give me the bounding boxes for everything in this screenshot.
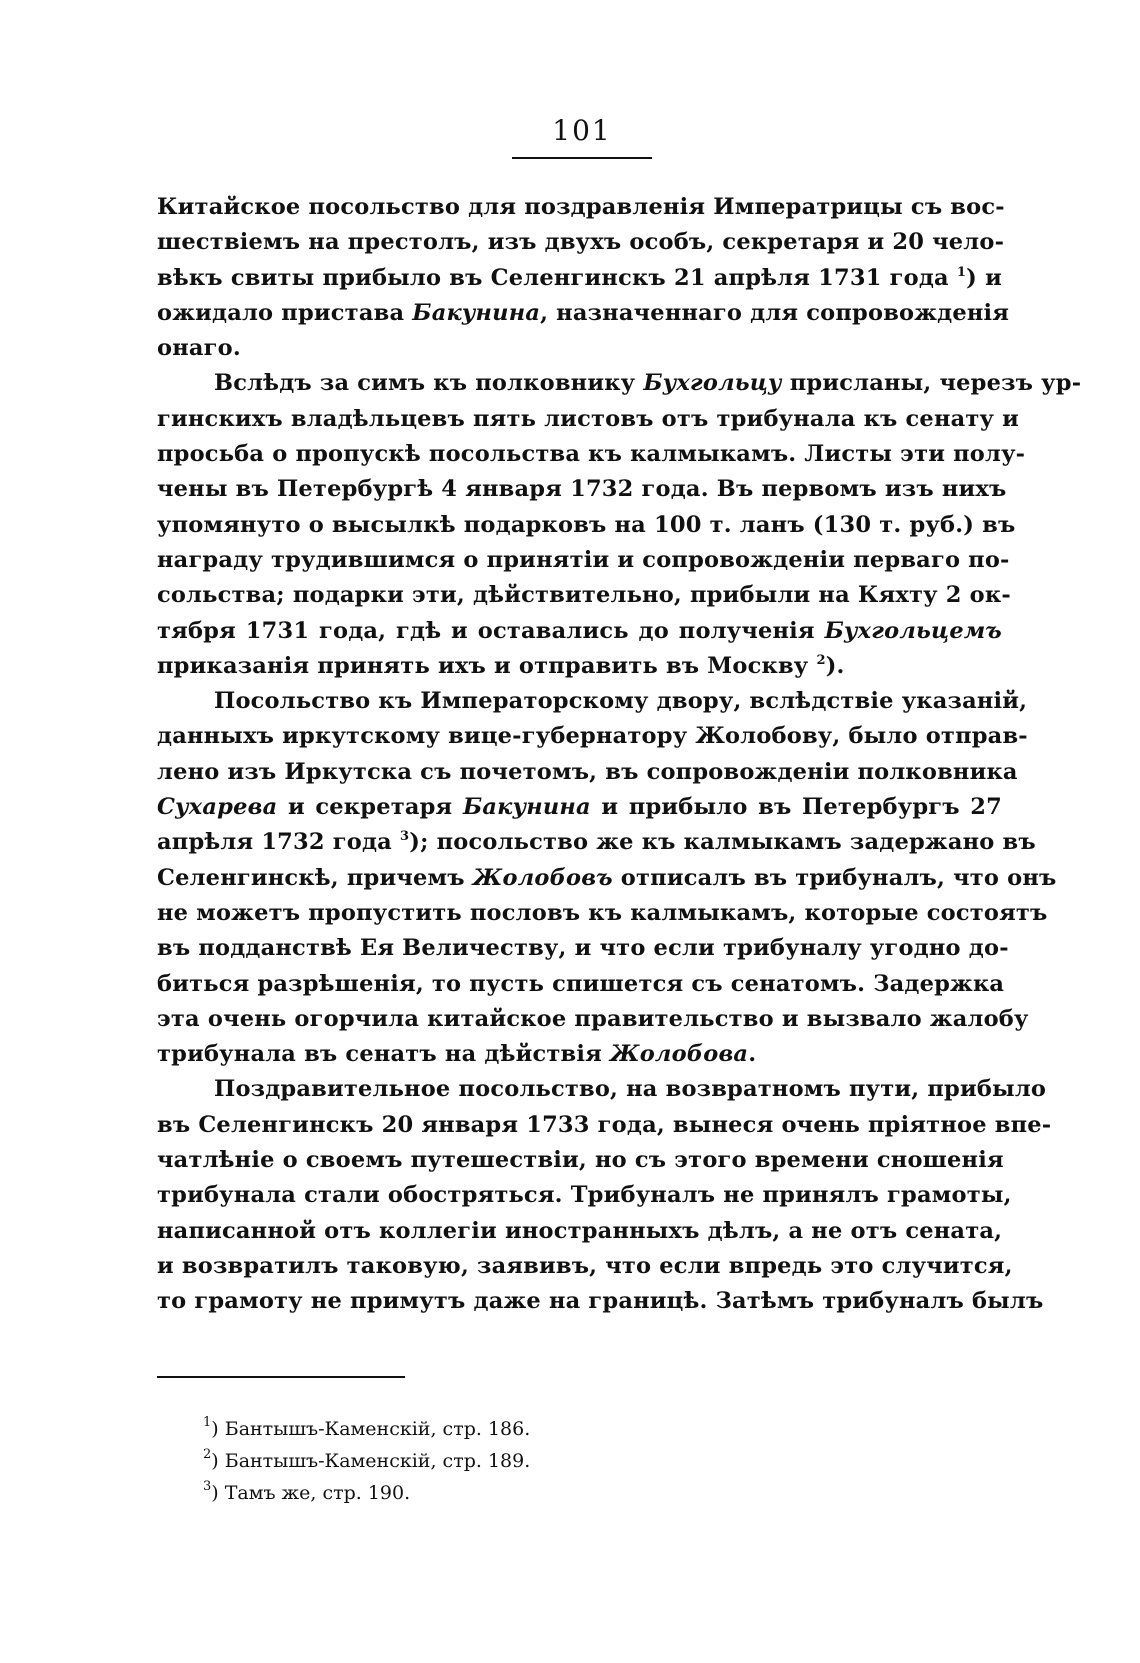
text-line bbox=[157, 1249, 1013, 1284]
paragraph bbox=[157, 684, 1057, 1072]
footnote-text: ) Тамъ же, стр. 190. bbox=[211, 1482, 411, 1504]
text-segment: Китайское посольство для поздравленія Императрицы съ вос- bbox=[157, 194, 1005, 220]
paragraph bbox=[157, 366, 1082, 684]
text-segment: и прибыло въ Петербургъ 27 bbox=[590, 794, 1002, 821]
text-segment: шествіемъ на престолъ, изъ двухъ особъ, секретаря и 20 чело- bbox=[157, 229, 1005, 256]
text-segment: тября 1731 года, гдѣ и оставались до полученія bbox=[157, 617, 825, 644]
text-line bbox=[157, 896, 1048, 931]
text-line bbox=[157, 755, 1018, 790]
text-segment: Поздравительное посольство, на возвратномъ пути, прибыло bbox=[214, 1076, 1047, 1103]
text-segment: биться разрѣшенія, то пусть спишется съ сенатомъ. Задержка bbox=[157, 970, 1005, 997]
text-segment: эта очень огорчила китайское правительство и вызвало жалобу bbox=[157, 1005, 1029, 1032]
text-segment: Селенгинскѣ, причемъ bbox=[157, 864, 473, 891]
text-segment: ожидало пристава bbox=[157, 299, 413, 326]
text-line bbox=[157, 1178, 1012, 1213]
text-segment: вѣкъ свиты прибыло въ Селенгинскъ 21 апрѣля 1731 года bbox=[157, 264, 957, 291]
footnote-reference: 2 bbox=[816, 652, 826, 668]
italic-name: Бухгольцемъ bbox=[824, 617, 1002, 644]
text-line bbox=[157, 1072, 1047, 1107]
footnote bbox=[203, 1413, 703, 1445]
footnote-reference: 3 bbox=[399, 829, 410, 845]
text-line bbox=[157, 437, 1026, 472]
text-line bbox=[157, 931, 1009, 966]
text-segment: онаго. bbox=[157, 335, 241, 362]
text-segment: Посольство къ Императорскому двору, вслѣдствіе указаній, bbox=[214, 688, 1028, 715]
text-segment: ) и bbox=[966, 264, 1002, 291]
text-segment: то грамоту не примутъ даже на границѣ. Затѣмъ трибуналъ былъ bbox=[157, 1288, 1044, 1315]
text-segment: апрѣля 1732 года bbox=[157, 829, 400, 856]
text-line bbox=[157, 825, 1036, 860]
footnote-mark: 1 bbox=[203, 1415, 212, 1430]
text-line bbox=[157, 1037, 1002, 1072]
footnote-reference: 1 bbox=[956, 264, 967, 280]
footnote-mark: 3 bbox=[203, 1479, 212, 1494]
text-segment: лено изъ Иркутска съ почетомъ, въ сопровожденіи полковника bbox=[157, 758, 1018, 785]
footnote-text: ) Бантышъ-Каменскій, стр. 186. bbox=[211, 1418, 531, 1440]
page-number: 101 bbox=[552, 114, 612, 147]
footnotes bbox=[203, 1413, 703, 1509]
italic-name: Сухарева bbox=[157, 794, 278, 821]
text-segment: Вслѣдъ за симъ къ полковнику bbox=[214, 370, 644, 397]
text-segment: сольства; подарки эти, дѣйствительно, прибыли на Кяхту 2 ок- bbox=[157, 582, 1011, 609]
footnote-mark: 2 bbox=[203, 1447, 212, 1462]
text-line bbox=[157, 190, 1005, 225]
text-line bbox=[157, 296, 1010, 331]
text-line bbox=[157, 331, 1002, 366]
page-number-rule bbox=[512, 157, 652, 159]
text-line bbox=[157, 1002, 1029, 1037]
text-line bbox=[157, 967, 1005, 1002]
text-line bbox=[157, 402, 1020, 437]
text-segment: отписалъ въ трибуналъ, что онъ bbox=[612, 864, 1057, 891]
text-segment: написанной отъ коллегіи иностранныхъ дѣлъ, а не отъ сената, bbox=[157, 1217, 1003, 1244]
text-segment: присланы, черезъ ур- bbox=[781, 370, 1082, 397]
body-text bbox=[157, 190, 1082, 1320]
text-line bbox=[157, 543, 1010, 578]
text-line bbox=[157, 1214, 1002, 1249]
text-line bbox=[157, 1284, 1044, 1319]
text-line bbox=[157, 684, 1028, 719]
text-line bbox=[157, 1143, 1002, 1178]
text-line bbox=[157, 719, 1028, 754]
text-segment: данныхъ иркутскому вице-губернатору Жолобову, было отправ- bbox=[157, 723, 1028, 750]
text-segment: гинскихъ владѣльцевъ пять листовъ отъ трибунала къ сенату и bbox=[157, 405, 1020, 432]
italic-name: Бакунина bbox=[412, 299, 541, 326]
text-line bbox=[157, 614, 1002, 649]
text-segment: . bbox=[748, 1041, 757, 1068]
text-line bbox=[157, 472, 1007, 507]
text-segment: ). bbox=[825, 652, 845, 679]
text-segment: приказанія принять ихъ и отправить въ Москву bbox=[157, 652, 817, 679]
text-line bbox=[157, 790, 1002, 825]
text-segment: не можетъ пропустить пословъ къ калмыкамъ, которые состоятъ bbox=[157, 899, 1048, 926]
italic-name: Бухгольцу bbox=[643, 370, 782, 397]
text-line bbox=[157, 861, 1057, 896]
text-segment: просьба о пропускѣ посольства къ калмыкамъ. Листы эти полу- bbox=[157, 441, 1026, 468]
text-segment: и возвратилъ таковую, заявивъ, что если впредь это случится, bbox=[157, 1252, 1013, 1279]
text-segment: , назначеннаго для сопровожденія bbox=[540, 299, 1010, 326]
text-line bbox=[157, 649, 1002, 684]
text-line bbox=[157, 508, 1016, 543]
footnote bbox=[203, 1477, 703, 1509]
text-line bbox=[157, 225, 1005, 260]
italic-name: Жолобовъ bbox=[472, 864, 613, 891]
text-line bbox=[157, 1108, 1052, 1143]
italic-name: Жолобова bbox=[609, 1041, 749, 1068]
text-segment: въ Селенгинскъ 20 января 1733 года, вынеся очень пріятное впе- bbox=[157, 1111, 1052, 1138]
footnote-text: ) Бантышъ-Каменскій, стр. 189. bbox=[211, 1450, 531, 1472]
paragraph bbox=[157, 1072, 1052, 1319]
text-segment: трибунала стали обостряться. Трибуналъ не принялъ грамоты, bbox=[157, 1182, 1012, 1209]
text-segment: чатлѣніе о своемъ путешествіи, но съ этого времени сношенія bbox=[157, 1147, 1004, 1174]
text-segment: въ подданствѣ Ея Величеству, и что если трибуналу угодно до- bbox=[157, 935, 1009, 962]
text-segment: трибунала въ сенатъ на дѣйствія bbox=[157, 1041, 610, 1068]
text-segment: награду трудившимся о принятіи и сопровожденіи перваго по- bbox=[157, 546, 1010, 573]
text-line bbox=[157, 366, 1082, 401]
text-segment: упомянуто о высылкѣ подарковъ на 100 т. ланъ (130 т. руб.) въ bbox=[157, 511, 1016, 538]
footnote-separator bbox=[157, 1376, 405, 1378]
text-line bbox=[157, 578, 1011, 613]
text-line bbox=[157, 261, 1002, 296]
text-segment: ); посольство же къ калмыкамъ задержано въ bbox=[409, 829, 1036, 856]
text-segment: чены въ Петербургѣ 4 января 1732 года. Въ первомъ изъ нихъ bbox=[157, 476, 1007, 503]
footnote bbox=[203, 1445, 703, 1477]
italic-name: Бакунина bbox=[462, 794, 591, 821]
paragraph bbox=[157, 190, 1010, 366]
text-segment: и секретаря bbox=[277, 794, 463, 821]
